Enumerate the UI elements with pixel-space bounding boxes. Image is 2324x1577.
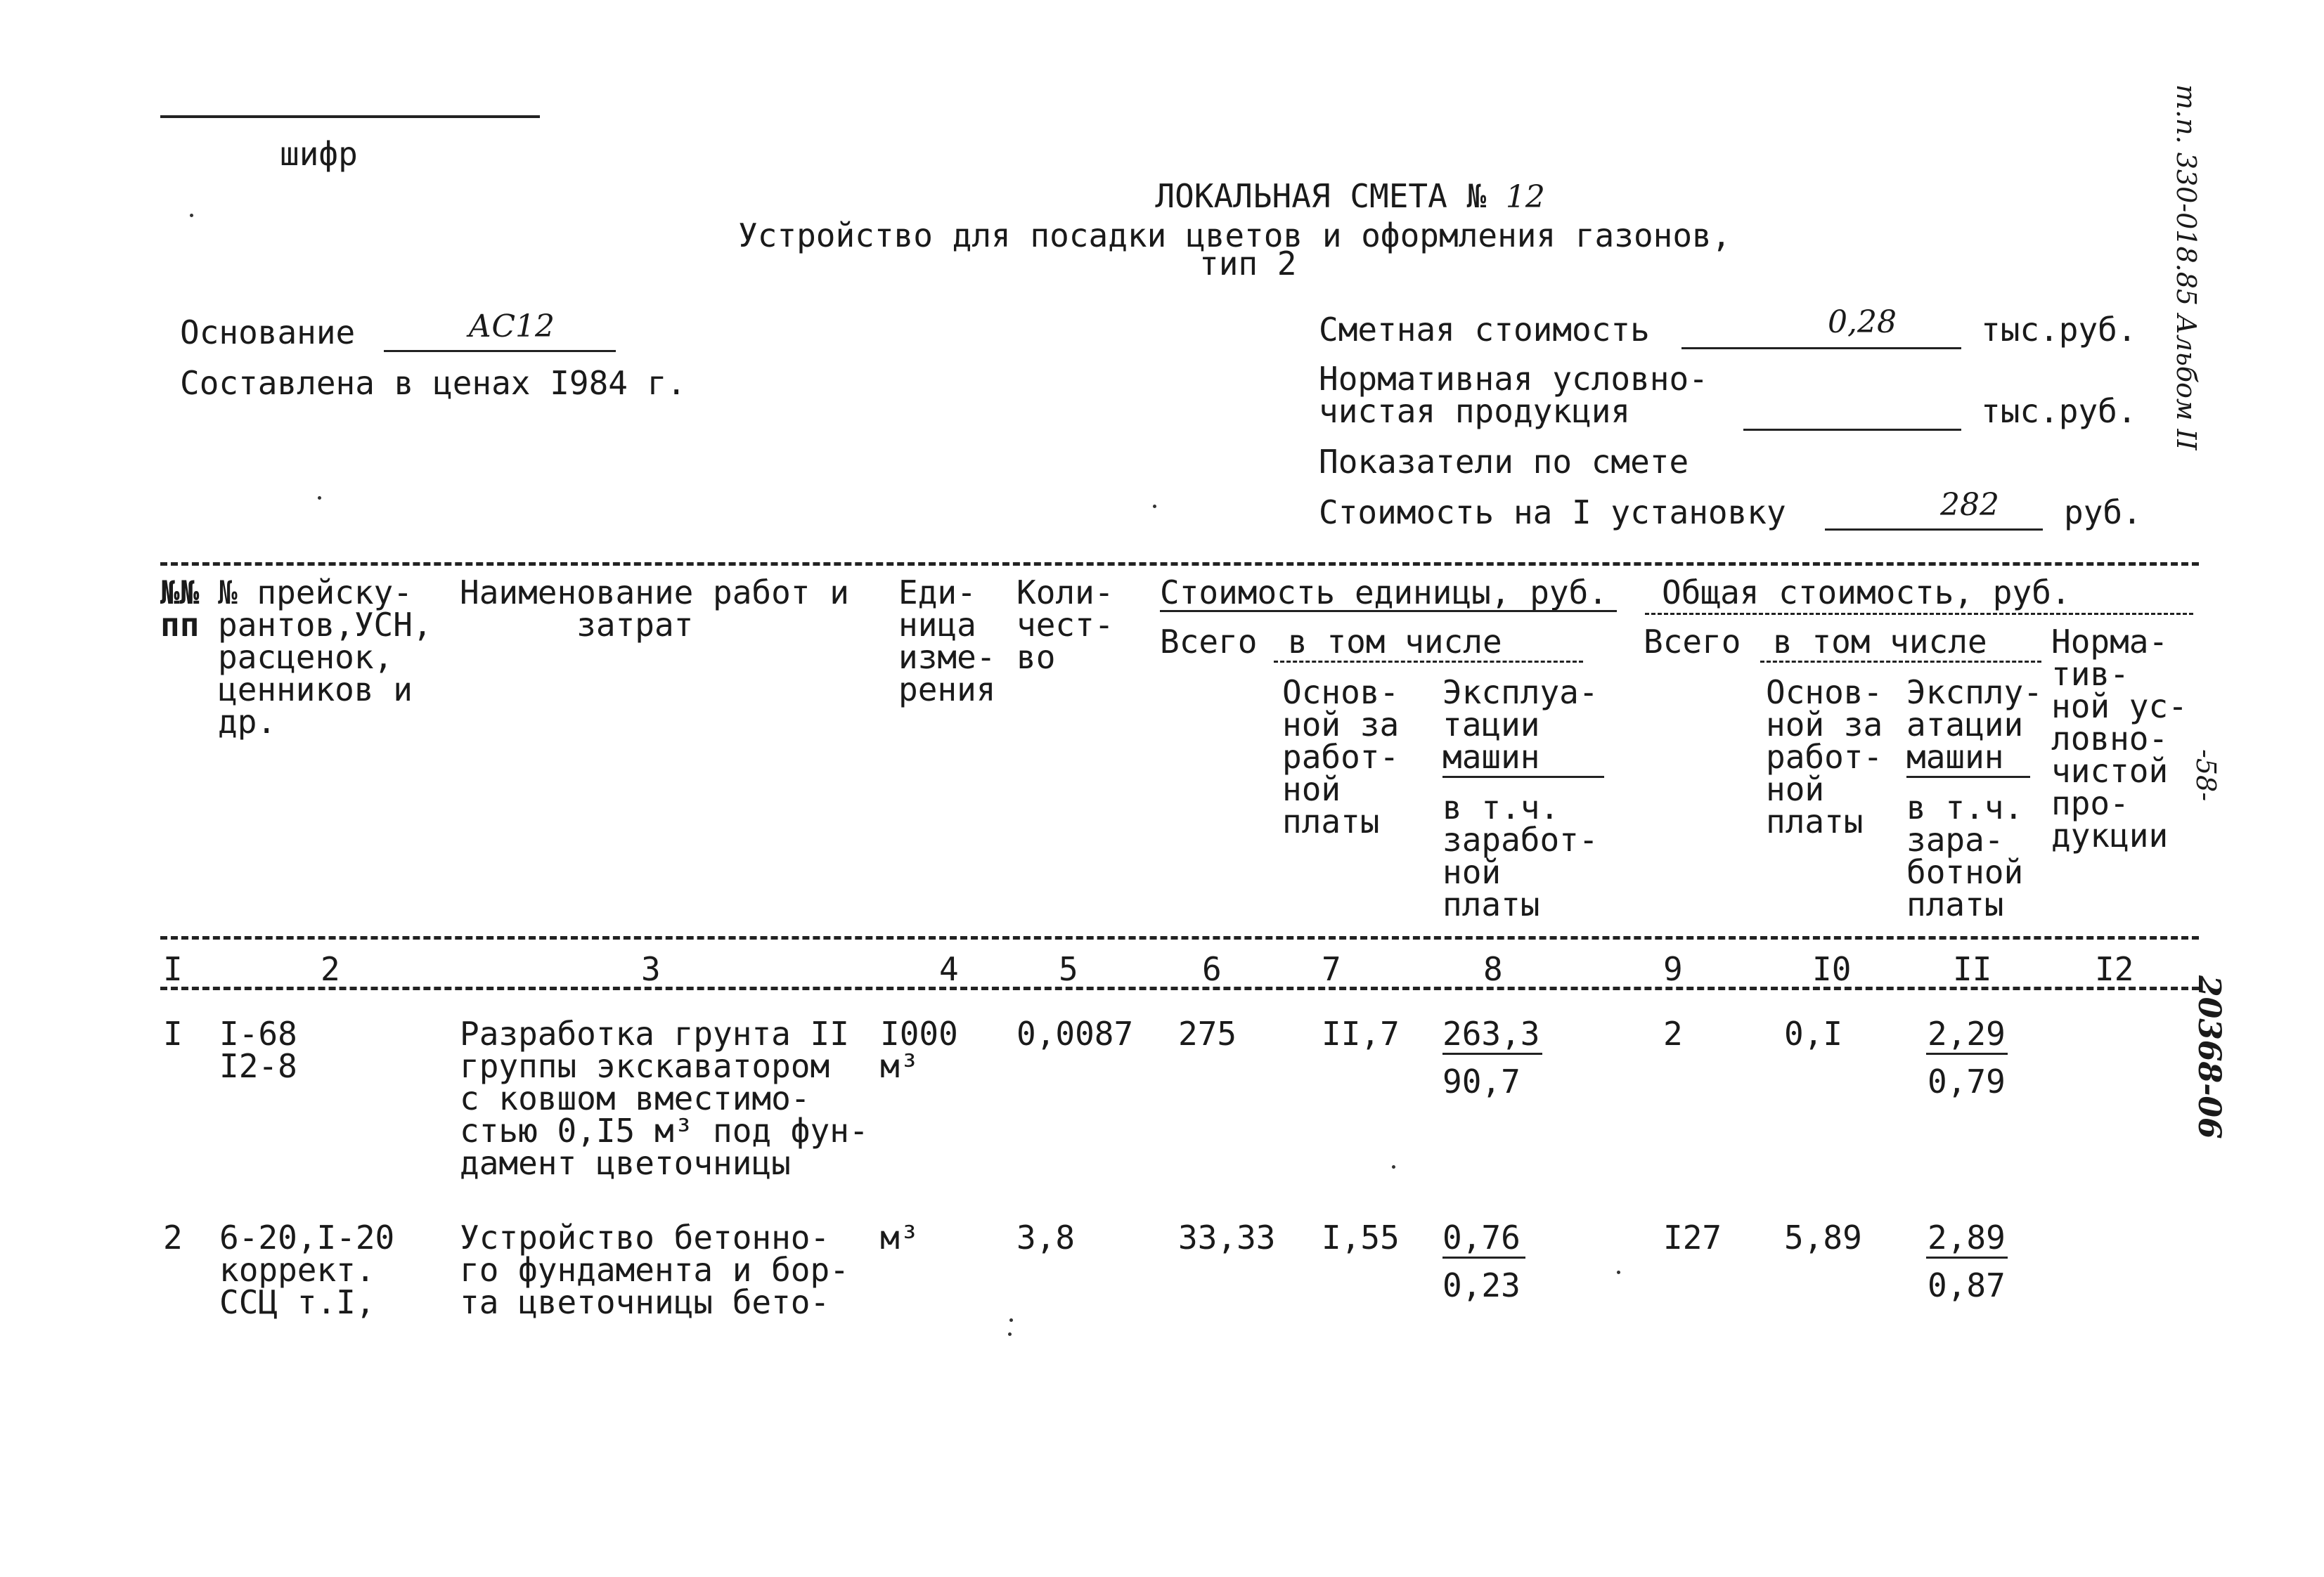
header-col-work-name: Наименование работ и затрат [460, 573, 849, 644]
basis-value: АС12 [468, 309, 555, 344]
row2-total-machine-rule [1926, 1257, 2008, 1259]
row2-qty: 3,8 [1016, 1219, 1076, 1257]
document-title [1116, 148, 1545, 214]
header-total-machine-wage: в т.ч. зара- ботной платы [1906, 788, 2024, 923]
row2-unit-machine: 0,76 [1442, 1219, 1521, 1257]
row2-number: 2 [163, 1219, 183, 1257]
header-col-quantity: Коли- чест- во [1016, 573, 1114, 676]
row1-total-machine: 2,29 [1928, 1015, 2006, 1053]
scan-speck [1008, 1332, 1012, 1336]
header-unit-total: Всего [1160, 623, 1258, 661]
scan-speck [1617, 1271, 1620, 1274]
colnum-10: I0 [1812, 950, 1852, 988]
header-total-cost: Общая стоимость, руб. [1662, 573, 2071, 611]
header-col-normative: Норма- тив- ной ус- ловно- чистой про- дукции [2051, 623, 2188, 855]
colnum-1: I [163, 950, 183, 988]
row1-unit-total: 275 [1178, 1015, 1237, 1053]
row2-unit-machine-rule [1442, 1257, 1525, 1259]
top-left-rule [160, 115, 540, 118]
row1-total-machine-rule [1926, 1053, 2008, 1055]
row1-unit: I000 м³ [880, 1015, 958, 1085]
row1-unit-machine: 263,3 [1442, 1015, 1540, 1053]
document-title-number: 12 [1505, 179, 1545, 215]
document-subtitle-line2: тип 2 [1199, 245, 1297, 283]
scan-speck [1153, 505, 1156, 508]
colnum-11: II [1953, 950, 1992, 988]
row2-unit-base: I,55 [1322, 1219, 1400, 1257]
header-unit-machine-underline [1442, 776, 1604, 778]
header-unit-machine-wage: в т.ч. заработ- ной платы [1442, 788, 1599, 923]
row2-unit-machine-wage: 0,23 [1442, 1266, 1521, 1304]
colnum-rule [160, 987, 2199, 990]
header-total-including: в том числе [1773, 623, 1987, 661]
header-total-total: Всего [1644, 623, 1741, 661]
table-header-bottom-rule [160, 936, 2199, 940]
header-col-unit: Еди- ница изме- рения [898, 573, 996, 708]
colnum-2: 2 [321, 950, 340, 988]
cost-label: Сметная стоимость [1319, 311, 1650, 349]
basis-underline [384, 350, 616, 352]
row2-code: 6-20,I-20 коррект. ССЦ т.I, [219, 1219, 395, 1321]
scan-speck [318, 496, 321, 500]
header-unit-cost: Стоимость единицы, руб. [1160, 573, 1608, 611]
scan-speck [1009, 1318, 1013, 1322]
normative-underline [1743, 429, 1961, 431]
prices-label: Составлена в ценах I984 г. [180, 364, 687, 402]
margin-album-note: т.п. 330-018.85 Альбом II [2171, 84, 2202, 450]
per-unit-label: Стоимость на I установку [1319, 493, 1786, 531]
header-unit-including-underline [1274, 661, 1583, 663]
row2-total-machine: 2,89 [1928, 1219, 2006, 1257]
normative-label-line1: Нормативная условно- [1319, 360, 1708, 398]
colnum-3: 3 [641, 950, 661, 988]
scan-speck [1392, 1165, 1395, 1169]
margin-doc-number: 20368-06 [2191, 975, 2227, 1139]
header-total-base-wage: Основ- ной за работ- ной платы [1766, 673, 1883, 841]
row2-name: Устройство бетонно- го фундамента и бор- та цветочницы бето- [460, 1219, 849, 1321]
colnum-4: 4 [939, 950, 959, 988]
normative-unit: тыс.руб. [1981, 392, 2137, 430]
header-total-cost-underline [1645, 613, 2193, 615]
scan-speck [190, 214, 193, 217]
cost-value: 0,28 [1828, 304, 1897, 340]
cost-underline [1681, 347, 1961, 349]
row1-total-total: 2 [1663, 1015, 1683, 1053]
colnum-5: 5 [1059, 950, 1078, 988]
indicators-label: Показатели по смете [1319, 443, 1689, 481]
header-unit-including: в том числе [1288, 623, 1502, 661]
basis-label: Основание [180, 313, 356, 351]
header-unit-base-wage: Основ- ной за работ- ной платы [1282, 673, 1400, 841]
row2-unit-total: 33,33 [1178, 1219, 1276, 1257]
colnum-8: 8 [1483, 950, 1503, 988]
per-unit-value: 282 [1940, 487, 1999, 523]
header-total-including-underline [1760, 661, 2041, 663]
document-subtitle-line1: Устройство для посадки цветов и оформления газонов, [738, 216, 1731, 254]
colnum-12: I2 [2095, 950, 2134, 988]
colnum-6: 6 [1202, 950, 1222, 988]
header-total-machine: Эксплу- атации машин [1906, 673, 2043, 776]
colnum-9: 9 [1663, 950, 1683, 988]
row2-total-base: 5,89 [1784, 1219, 1862, 1257]
row1-unit-machine-wage: 90,7 [1442, 1063, 1521, 1101]
header-col-price-list: № прейску- рантов,УСН, расценок, ценников и др. [218, 573, 432, 741]
row1-name: Разработка грунта II группы экскаватором с ковшом вместимо- стью 0,I5 м³ под фун- дамент цветочницы [460, 1015, 869, 1182]
normative-label-line2: чистая продукция [1319, 392, 1631, 430]
row2-total-total: I27 [1663, 1219, 1722, 1257]
row1-total-machine-wage: 0,79 [1928, 1063, 2006, 1101]
row1-unit-machine-rule [1442, 1053, 1542, 1055]
table-top-rule [160, 562, 2199, 566]
row1-code: I-68 I2-8 [219, 1015, 297, 1085]
margin-page-number: -58- [2190, 749, 2221, 802]
row1-unit-base: II,7 [1322, 1015, 1400, 1053]
row2-total-machine-wage: 0,87 [1928, 1266, 2006, 1304]
header-col-row-number: №№ пп [160, 573, 200, 644]
row1-total-base: 0,I [1784, 1015, 1843, 1053]
row1-qty: 0,0087 [1016, 1015, 1134, 1053]
row1-number: I [163, 1015, 183, 1053]
row2-unit: м³ [880, 1219, 919, 1257]
cost-unit: тыс.руб. [1981, 311, 2137, 349]
header-unit-machine: Эксплуа- тации машин [1442, 673, 1599, 776]
cipher-label: шифр [280, 135, 358, 173]
header-unit-cost-underline [1160, 610, 1617, 612]
document-title-text: ЛОКАЛЬНАЯ СМЕТА № [1155, 177, 1506, 215]
colnum-7: 7 [1322, 950, 1341, 988]
per-unit-unit: руб. [2064, 493, 2142, 531]
per-unit-underline [1825, 528, 2043, 531]
header-total-machine-underline [1906, 776, 2030, 778]
